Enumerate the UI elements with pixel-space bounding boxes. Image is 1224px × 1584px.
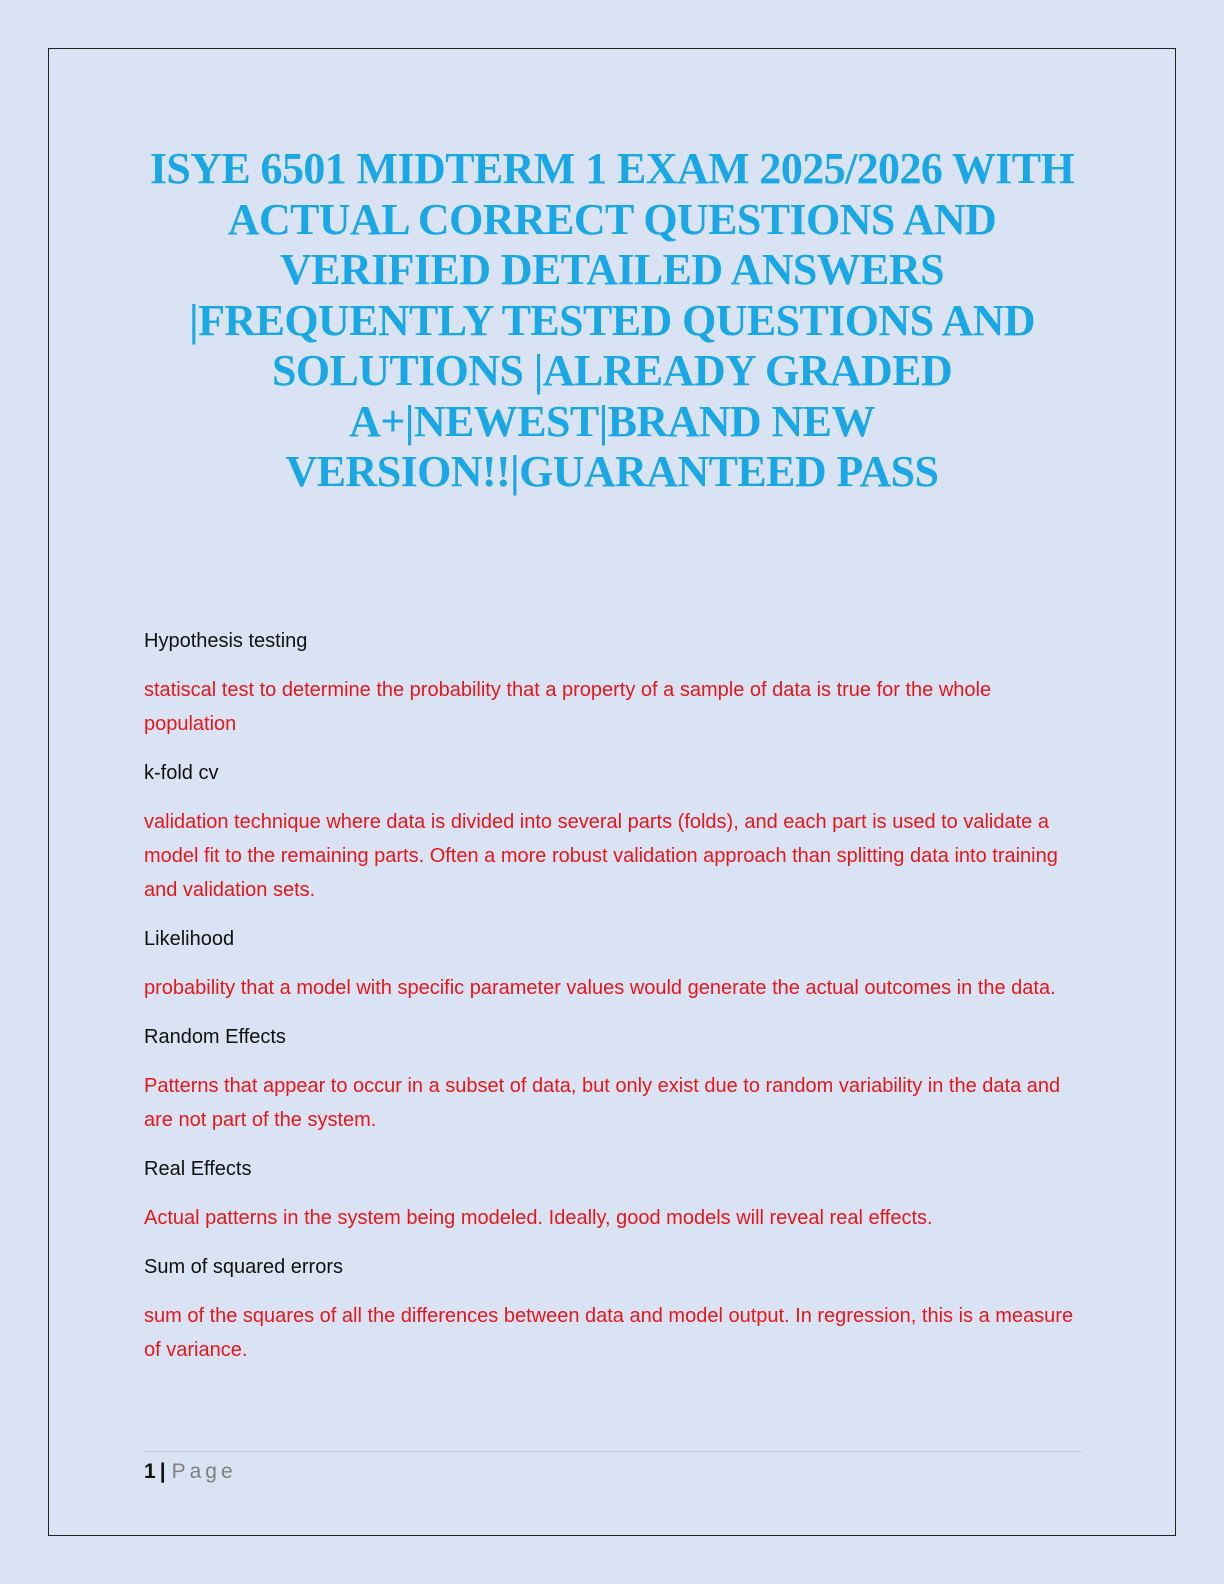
entry-definition: statiscal test to determine the probability that a property of a sample of data is true for the whole population bbox=[144, 679, 992, 735]
title-line: VERIFIED DETAILED ANSWERS bbox=[280, 245, 944, 294]
title-line: ISYE 6501 MIDTERM 1 EXAM 2025/2026 WITH bbox=[149, 144, 1075, 193]
page-label: Page bbox=[171, 1460, 237, 1483]
entry-definition: Actual patterns in the system being modeled. Ideally, good models will reveal real effects. bbox=[144, 1207, 933, 1229]
footer-separator: | bbox=[159, 1460, 166, 1483]
entry-definition: validation technique where data is divided into several parts (folds), and each part is used to validate a model fit to the remaining parts. Often a more robust validation approach than splitting data into training and validation sets. bbox=[144, 811, 1058, 901]
entry-term: Real Effects bbox=[144, 1158, 252, 1180]
title-line: VERSION!!|GUARANTEED PASS bbox=[285, 447, 939, 496]
entry-term: k-fold cv bbox=[144, 762, 219, 784]
title-line: A+|NEWEST|BRAND NEW bbox=[349, 396, 875, 446]
entry-definition: Patterns that appear to occur in a subset of data, but only exist due to random variability in the data and are not part of the system. bbox=[144, 1075, 1061, 1131]
footer-divider bbox=[144, 1451, 1082, 1452]
document-title bbox=[140, 144, 1084, 498]
entry-term: Sum of squared errors bbox=[144, 1256, 343, 1278]
entry-term: Likelihood bbox=[144, 928, 235, 950]
title-line: SOLUTIONS |ALREADY GRADED bbox=[271, 346, 953, 395]
title-line: ACTUAL CORRECT QUESTIONS AND bbox=[227, 194, 997, 244]
page-footer bbox=[144, 1458, 237, 1486]
entry-term: Hypothesis testing bbox=[144, 630, 308, 652]
page-number: 1 bbox=[144, 1460, 156, 1483]
title-line: |FREQUENTLY TESTED QUESTIONS AND bbox=[189, 295, 1035, 345]
entry-term: Random Effects bbox=[144, 1026, 286, 1048]
entry-definition: sum of the squares of all the differences between data and model output. In regression, this is a measure of variance. bbox=[144, 1305, 1074, 1361]
entry-definition: probability that a model with specific parameter values would generate the actual outcomes in the data. bbox=[144, 977, 1056, 999]
qa-list bbox=[144, 624, 1084, 1382]
